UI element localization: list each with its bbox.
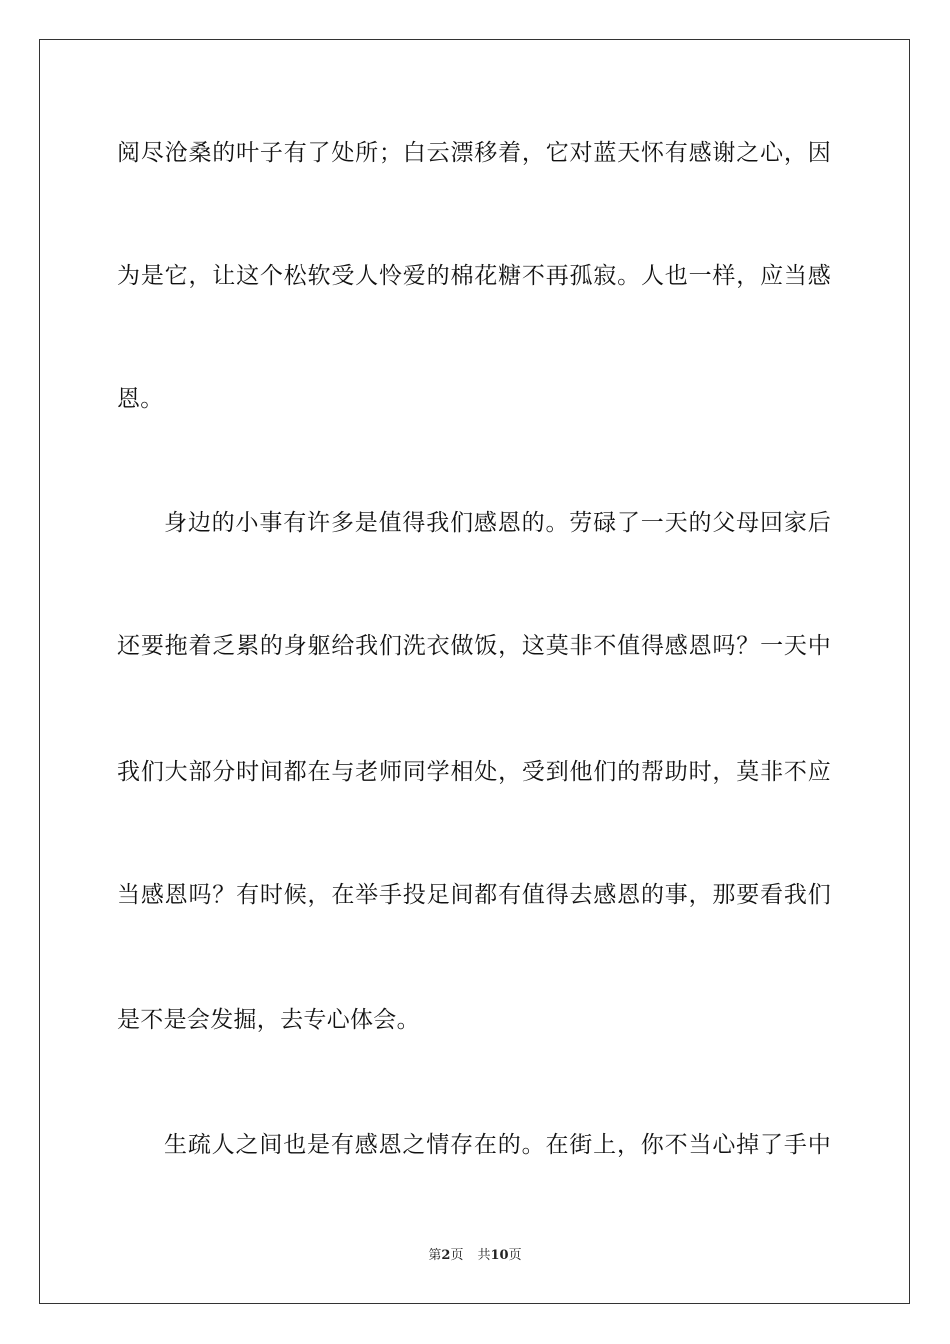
text-line-5: 还要拖着乏累的身躯给我们洗衣做饭，这莫非不值得感恩吗？一天中 [117,633,831,659]
text-line-1: 阅尽沧桑的叶子有了处所；白云漂移着，它对蓝天怀有感谢之心，因 [117,140,831,166]
text-line-8: 是不是会发掘，去专心体会。 [117,1007,420,1033]
footer-page-number: 2 [441,1248,451,1263]
footer-page-suffix: 页 [450,1248,464,1263]
text-line-3: 恩。 [117,386,164,412]
footer-page-prefix: 第 [428,1248,442,1263]
footer-total-pages: 10 [490,1248,509,1263]
page-border [39,39,910,1304]
text-line-4: 身边的小事有许多是值得我们感恩的。劳碌了一天的父母回家后 [164,510,831,536]
text-line-2: 为是它，让这个松软受人怜爱的棉花糖不再孤寂。人也一样，应当感 [117,263,831,289]
text-line-9: 生疏人之间也是有感恩之情存在的。在街上，你不当心掉了手中 [164,1132,831,1158]
text-line-7: 当感恩吗？有时候，在举手投足间都有值得去感恩的事，那要看我们 [117,882,831,908]
footer-total-prefix: 共 [477,1248,491,1263]
footer-total-suffix: 页 [508,1248,522,1263]
text-line-6: 我们大部分时间都在与老师同学相处，受到他们的帮助时，莫非不应 [117,759,831,785]
page-footer [0,1247,950,1265]
